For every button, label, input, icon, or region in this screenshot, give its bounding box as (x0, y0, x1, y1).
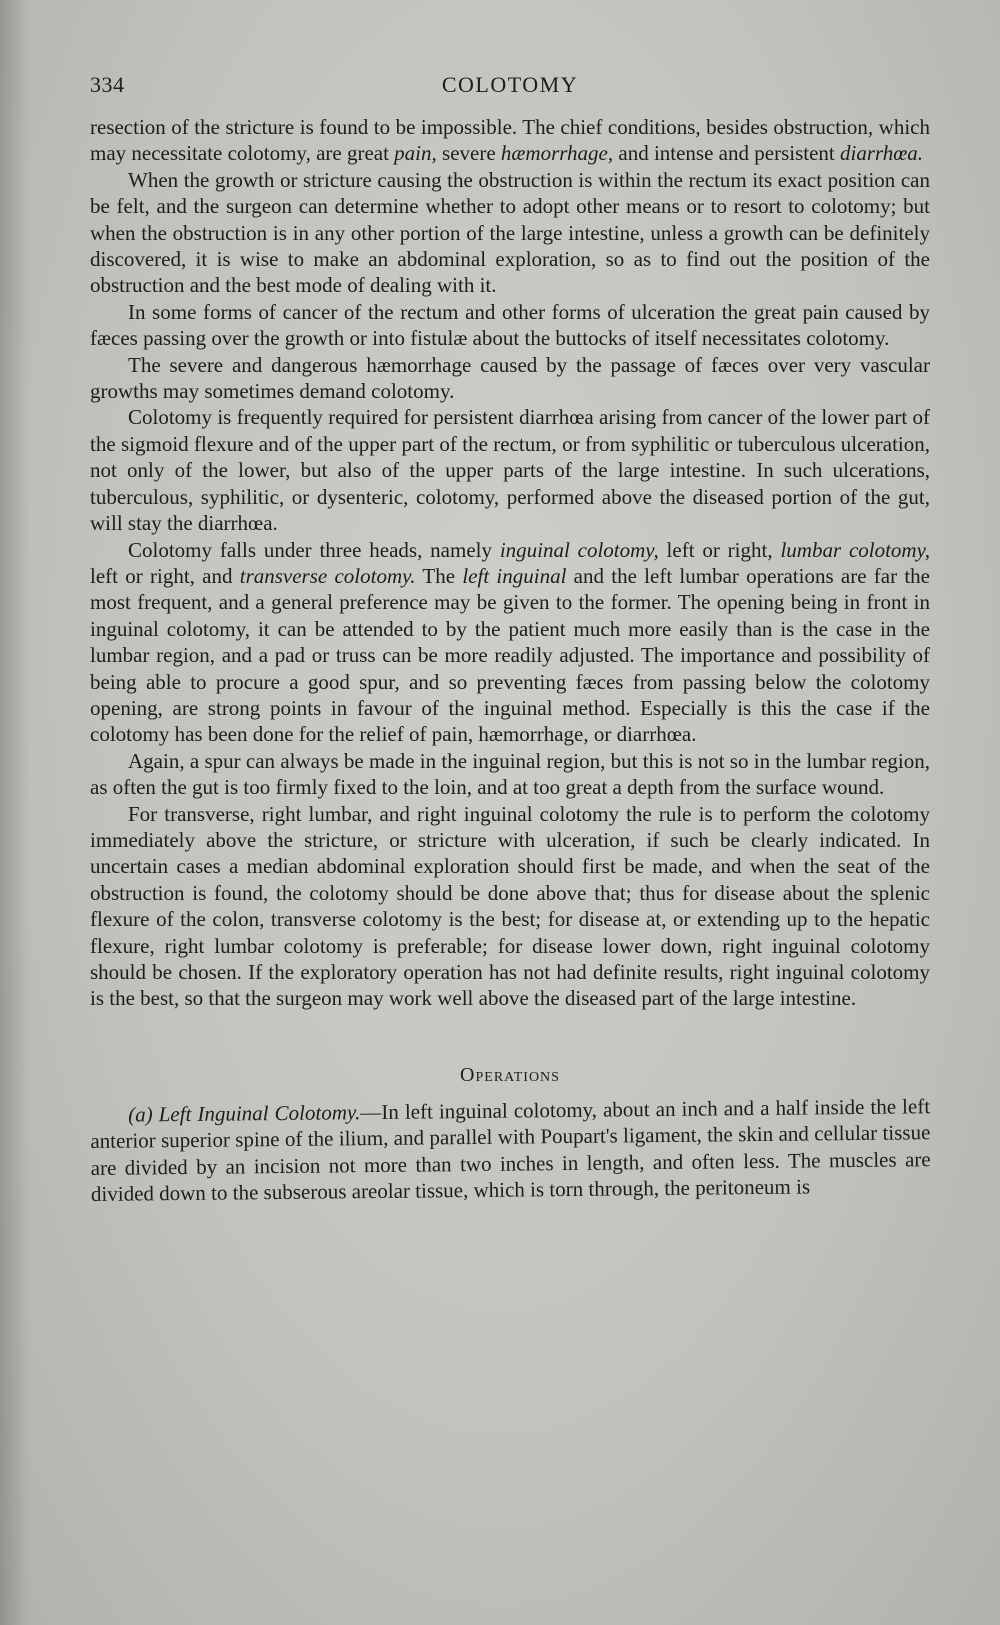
text-run: —In left inguinal colotomy, about an inch and a half inside the left anterior superior spine of the ilium, and parallel with Poupart's ligament, the skin and cellular tissue are divided by an incision not more than two inches in length, and often less. The muscles are divided down to the subserous areolar tissue, which is torn through, the peritoneum is (90, 1094, 931, 1207)
body-text (90, 114, 930, 1012)
text-run: When the growth or stricture causing the obstruction is within the rectum its exact position can be felt, and the surgeon can determine whether to adopt other means or to resort to colotomy; but when the obstruction is in any other portion of the large intestine, unless a growth can be definitely discovered, it is wise to make an abdominal exploration, so as to find out the position of the obstruction and the best mode of dealing with it. (90, 167, 930, 298)
italic-text: diarrhœa. (839, 141, 924, 166)
text-run: resection of the stricture is found to be impossible. The chief conditions, besides obstruction, which may necessitate colotomy, are great (90, 115, 930, 166)
text-run: The (415, 563, 463, 588)
paragraph (90, 167, 930, 299)
paragraph (90, 801, 930, 1012)
italic-text: transverse colotomy. (239, 563, 416, 588)
running-title: COLOTOMY (441, 72, 579, 97)
text-run: Colotomy falls under three heads, namely (128, 537, 500, 562)
page-number: 334 (90, 72, 125, 97)
italic-text: hæmorrhage, (500, 141, 614, 166)
text-run: Colotomy is frequently required for persistent diarrhœa arising from cancer of the lower part of the sigmoid flexure and of the upper part of the rectum, or from syphilitic or tuberculous ulceration, not only of the lower, but also of the upper parts of the large intestine. In such ulcerations, tuberculous, syphilitic, or dysenteric, colotomy, performed above the diseased portion of the gut, will stay the diarrhœa. (90, 405, 930, 536)
text-run: and intense and persistent (613, 141, 840, 166)
text-run: left or right, (658, 537, 781, 562)
text-run: Again, a spur can always be made in the inguinal region, but this is not so in the lumbar region, as often the gut is too firmly fixed to the loin, and at too great a depth from the surface wound. (90, 748, 930, 800)
paragraph (90, 299, 930, 352)
text-run: severe (436, 141, 501, 166)
text-run: and the left lumbar operations are far the most frequent, and a general preference may be given to the former. The opening being in front in inguinal colotomy, it can be attended to by the patient much more easily than is the case in the lumbar region, and a pad or truss can be more readily adjusted. The importance and possibility of being able to procure a good spur, and so preventing fæces from passing below the colotomy opening, are strong points in favour of the inguinal method. Especially is this the case if the colotomy has been done for the relief of pain, hæmorrhage, or diarrhœa. (90, 563, 930, 747)
running-head (90, 72, 930, 104)
text-run: left or right, and (90, 563, 240, 588)
text-run: For transverse, right lumbar, and right inguinal colotomy the rule is to perform the colotomy immediately above the stricture, or stricture with ulceration, if such be clearly indicated. In uncertain cases a median abdominal exploration should first be made, and when the seat of the obstruction is found, the colotomy should be done above that; thus for disease about the splenic flexure of the colon, transverse colotomy is the best; for disease at, or extending up to the hepatic flexure, right lumbar colotomy is preferable; for disease lower down, right inguinal colotomy should be chosen. If the exploratory operation has not had definite results, right inguinal colotomy is the best, so that the surgeon may work well above the diseased part of the large intestine. (90, 801, 930, 1011)
italic-text: pain, (394, 141, 437, 166)
section-heading: Operations (460, 1063, 560, 1086)
text-run: The severe and dangerous hæmorrhage caused by the passage of fæces over very vascular growths may sometimes demand colotomy. (90, 352, 930, 404)
italic-text: left inguinal (462, 563, 567, 588)
paragraph (90, 537, 930, 748)
paragraph (90, 352, 930, 405)
paragraph (90, 404, 930, 536)
italic-text: (a) Left Inguinal Colotomy. (128, 1100, 361, 1127)
italic-text: inguinal colotomy, (499, 537, 659, 562)
paragraph (90, 748, 930, 801)
text-run: In some forms of cancer of the rectum and other forms of ulceration the great pain caused by fæces passing over the growth or into fistulæ about the buttocks of itself necessitates colotomy. (90, 299, 930, 351)
italic-text: lumbar colotomy, (780, 537, 931, 562)
section-text (90, 1093, 931, 1207)
paragraph (90, 114, 930, 167)
paragraph (90, 1093, 931, 1207)
